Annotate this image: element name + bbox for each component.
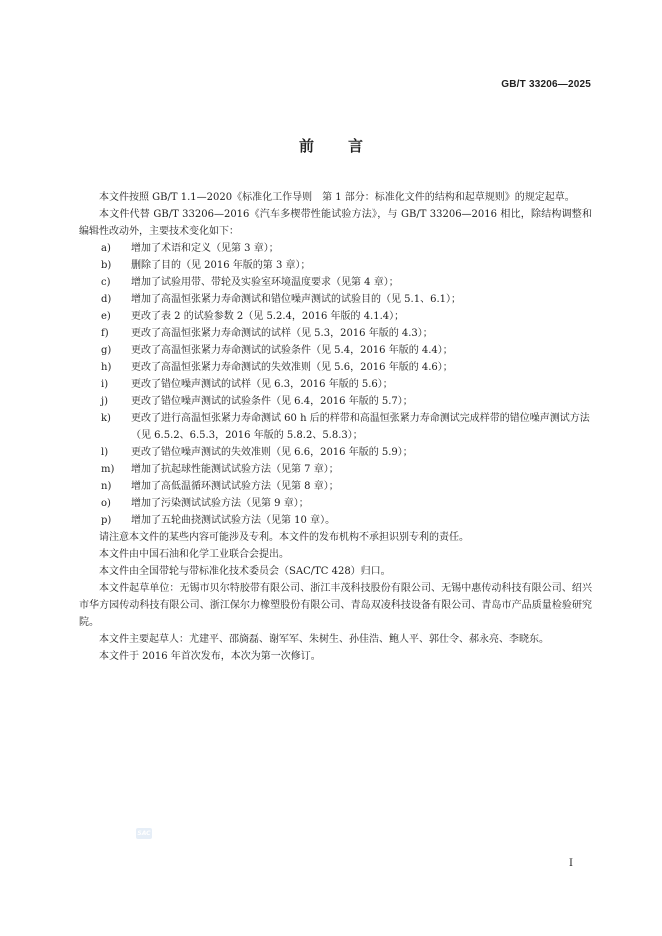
change-item-text: 更改了表 2 的试验参数 2（见 5.2.4，2016 年版的 4.1.4）； [131,311,405,322]
intro-paragraph-1: 本文件按照 GB/T 1.1—2020《标准化工作导则 第 1 部分：标准化文件的结构和起草规则》的规定起草。 [99,192,575,203]
change-item [79,376,592,393]
drafters-paragraph: 本文件主要起草人：尤建平、邵旖磊、谢军军、朱树生、孙佳浩、鲍人平、郭仕令、郝永亮、李晓东。 [99,634,549,645]
change-item-text: 增加了高温恒张紧力寿命测试和错位噪声测试的试验目的（见 5.1、6.1）； [131,294,461,305]
change-item-marker: k) [101,413,111,424]
change-item-text: 增加了高低温循环测试试验方法（见第 8 章）； [131,481,339,492]
change-item-marker: a) [101,243,111,254]
change-item-marker: n) [101,481,112,492]
change-item-text: 更改了高温恒张紧力寿命测试的试样（见 5.3，2016 年版的 4.3）； [131,328,433,339]
change-item [79,325,592,342]
change-item-text: 增加了抗起球性能测试试验方法（见第 7 章）； [131,464,339,475]
committee-paragraph: 本文件由全国带轮与带标准化技术委员会（SAC/TC 428）归口。 [99,566,391,577]
change-item-marker: l) [101,447,109,458]
change-item-marker: f) [101,328,109,339]
patent-notice: 请注意本文件的某些内容可能涉及专利。本文件的发布机构不承担识别专利的责任。 [99,532,469,543]
change-item [79,393,592,410]
intro-paragraph-2: 本文件代替 GB/T 33206—2016《汽车多楔带性能试验方法》，与 GB/T 33206—2016 相比，除结构调整和编辑性改动外，主要技术变化如下： [79,209,592,237]
page-title: 前言 [298,137,397,155]
document-body [79,189,592,665]
change-item-text: 增加了术语和定义（见第 3 章）； [131,243,279,254]
change-item-marker: o) [101,498,111,509]
proposer-paragraph: 本文件由中国石油和化学工业联合会提出。 [99,549,289,560]
change-item [79,240,592,257]
change-item [79,359,592,376]
change-item [79,444,592,461]
change-item-marker: i) [101,379,109,390]
change-list [79,240,592,529]
change-item-text: 增加了五轮曲挠测试试验方法（见第 10 章）。 [131,515,336,526]
change-item-text: 更改了错位噪声测试的试样（见 6.3，2016 年版的 5.6）； [131,379,393,390]
change-item [79,342,592,359]
change-item-marker: j) [101,396,109,407]
change-item-marker: d) [101,294,112,305]
change-item-marker: g) [101,345,112,356]
change-item-text: 更改了高温恒张紧力寿命测试的失效准则（见 5.6，2016 年版的 4.6）； [131,362,453,373]
change-item-marker: h) [101,362,112,373]
change-item [79,478,592,495]
change-item-text: 更改了进行高温恒张紧力寿命测试 60 h 后的样带和高温恒张紧力寿命测试完成样带的错位噪声测试方法（见 6.5.2、6.5.3，2016 年版的 5.8.2、5.8.3）； [131,413,590,441]
change-item-marker: c) [101,277,111,288]
drafting-units-paragraph: 本文件起草单位：无锡市贝尔特胶带有限公司、浙江丰茂科技股份有限公司、无锡中惠传动科技有限公司、绍兴市华方园传动科技有限公司、浙江保尔力橡塑股份有限公司、青岛双凌科技设备有限公司、青岛市产品质量检验研究院。 [79,583,592,628]
change-item [79,274,592,291]
change-item [79,495,592,512]
change-item [79,257,592,274]
change-item-text: 删除了目的（见 2016 年版的第 3 章）； [131,260,311,271]
standard-code: GB/T 33206—2025 [501,79,591,90]
change-item [79,461,592,478]
change-item-text: 增加了试验用带、带轮及实验室环境温度要求（见第 4 章）； [131,277,399,288]
change-item-text: 更改了错位噪声测试的试验条件（见 6.4，2016 年版的 5.7）； [131,396,413,407]
change-item-marker: b) [101,260,112,271]
change-item [79,308,592,325]
change-item-marker: e) [101,311,111,322]
change-item-marker: m) [101,464,115,475]
change-item [79,512,592,529]
change-item-text: 更改了错位噪声测试的失效准则（见 6.6，2016 年版的 5.9）； [131,447,413,458]
change-item [79,410,592,444]
change-item-marker: p) [101,515,112,526]
change-item-text: 更改了高温恒张紧力寿命测试的试验条件（见 5.4，2016 年版的 4.4）； [131,345,453,356]
history-paragraph: 本文件于 2016 年首次发布，本次为第一次修订。 [99,651,321,662]
change-item [79,291,592,308]
page-number: I [569,858,573,869]
change-item-text: 增加了污染测试试验方法（见第 9 章）； [131,498,309,509]
sac-watermark-logo: SAC [137,830,151,837]
